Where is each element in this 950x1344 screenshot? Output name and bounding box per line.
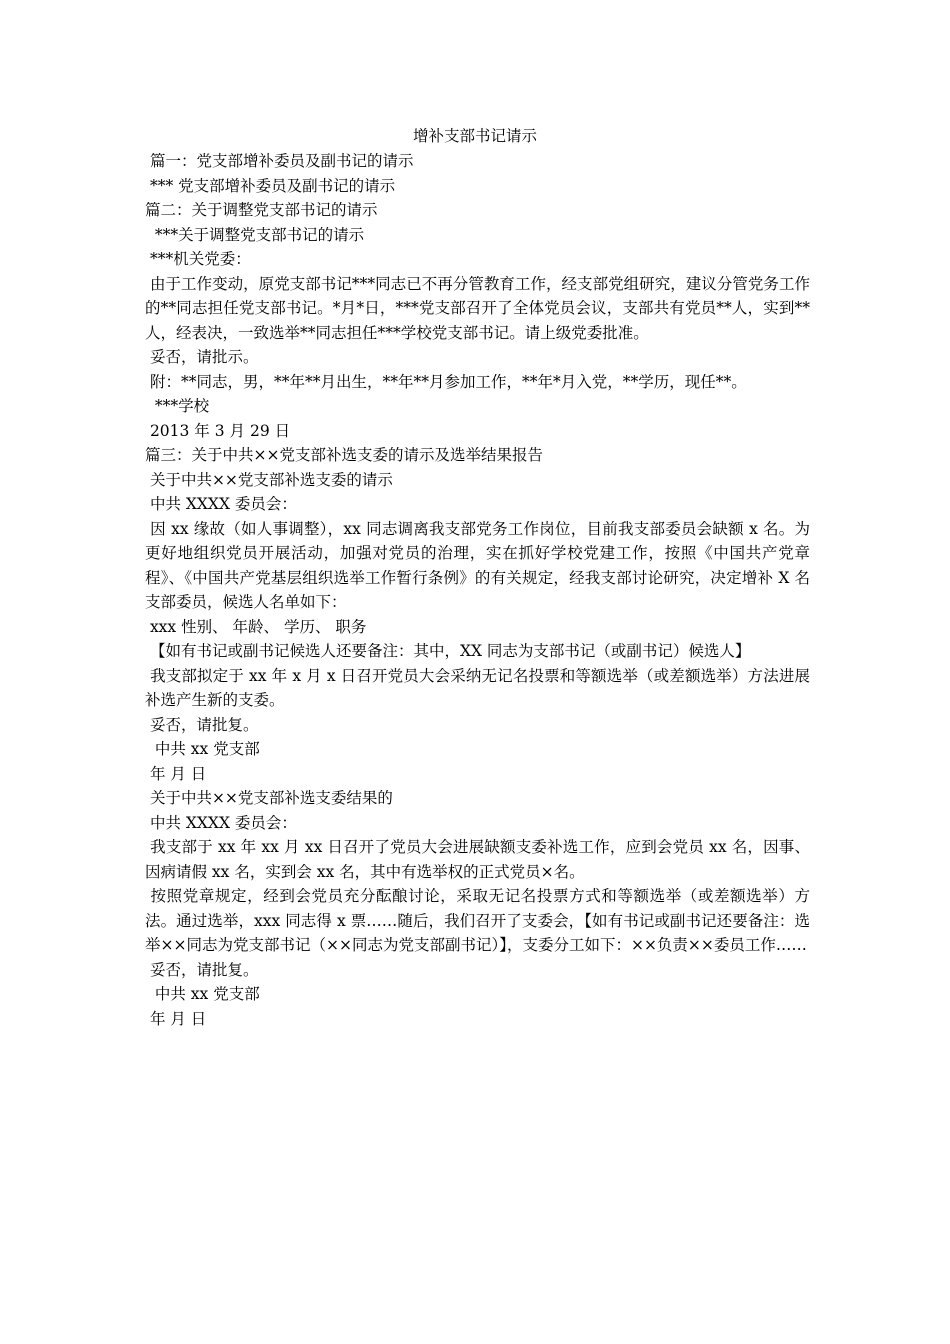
document-body [145, 149, 810, 1031]
closing-line: 妥否，请批复。 [145, 960, 259, 979]
paragraph: 因 xx 缘故（如人事调整），xx 同志调离我支部党务工作岗位，目前我支部委员会缺额 x 名。为更好地组织党员开展活动，加强对党员的治理，实在抓好学校党建工作，按照《中国共产党章程》、《中国共产党基层组织选举工作暂行条例》的有关规定，经我支部讨论研究，决定增补 X 名支部委员，候选人名单如下： [145, 519, 810, 611]
heading-part-two: 篇二：关于调整党支部书记的请示 [145, 201, 378, 219]
paragraph: 由于工作变动，原党支部书记***同志已不再分管教育工作，经支部党组研究，建议分管党务工作的**同志担任党支部书记。*月*日，***党支部召开了全体党员会议，支部共有党员**人，实到**人，经表决，一致选举**同志担任***学校党支部书记。请上级党委批准。 [145, 274, 810, 342]
subheading-part-two: ***关于调整党支部书记的请示 [145, 225, 365, 244]
candidate-line: xxx 性别、 年龄、 学历、 职务 [145, 617, 367, 636]
date-line: 年 月 日 [145, 764, 207, 783]
closing-line: 妥否，请批示。 [145, 348, 259, 366]
paragraph: 我支部于 xx 年 xx 月 xx 日召开了党员大会进展缺额支委补选工作，应到会党员 xx 名，因事、因病请假 xx 名，实到会 xx 名，其中有选举权的正式党员×名。 [145, 838, 810, 881]
signature-line: ***学校 [145, 397, 210, 415]
closing-line: 妥否，请批复。 [145, 715, 259, 734]
addressee-line: ***机关党委： [145, 250, 251, 268]
addressee-line: 中共 XXXX 委员会： [145, 813, 297, 832]
paragraph: 我支部拟定于 xx 年 x 月 x 日召开党员大会采纳无记名投票和等额选举（或差额选举）方法进展补选产生新的支委。 [145, 666, 810, 709]
addressee-line: 中共 XXXX 委员会： [145, 495, 297, 513]
attachment-line: 附：**同志，男，**年**月出生，**年**月参加工作，**年*月入党，**学历，现任**。 [145, 372, 747, 391]
subheading-part-one: *** 党支部增补委员及副书记的请示 [145, 176, 396, 195]
note-line: 【如有书记或副书记候选人还要备注：其中，XX 同志为支部书记（或副书记）候选人】 [145, 642, 751, 660]
date-line: 2013 年 3 月 29 日 [145, 421, 291, 440]
signature-line: 中共 xx 党支部 [145, 740, 260, 758]
signature-line: 中共 xx 党支部 [145, 985, 260, 1003]
paragraph: 按照党章规定，经到会党员充分酝酿讨论，采取无记名投票方式和等额选举（或差额选举）方法。通过选举，xxx 同志得 x 票……随后，我们召开了支委会，【如有书记或副书记还要备注：选举××同志为党支部书记（××同志为党支部副书记）】，支委分工如下：××负责××委员工作…… [145, 887, 810, 954]
subheading-result: 关于中共××党支部补选支委结果的 [145, 789, 393, 807]
date-line: 年 月 日 [145, 1009, 207, 1028]
heading-part-three: 篇三：关于中共××党支部补选支委的请示及选举结果报告 [145, 446, 543, 464]
subheading-part-three: 关于中共××党支部补选支委的请示 [145, 470, 393, 489]
document-title: 增补支部书记请示 [412, 127, 537, 145]
heading-part-one: 篇一：党支部增补委员及副书记的请示 [145, 152, 414, 170]
